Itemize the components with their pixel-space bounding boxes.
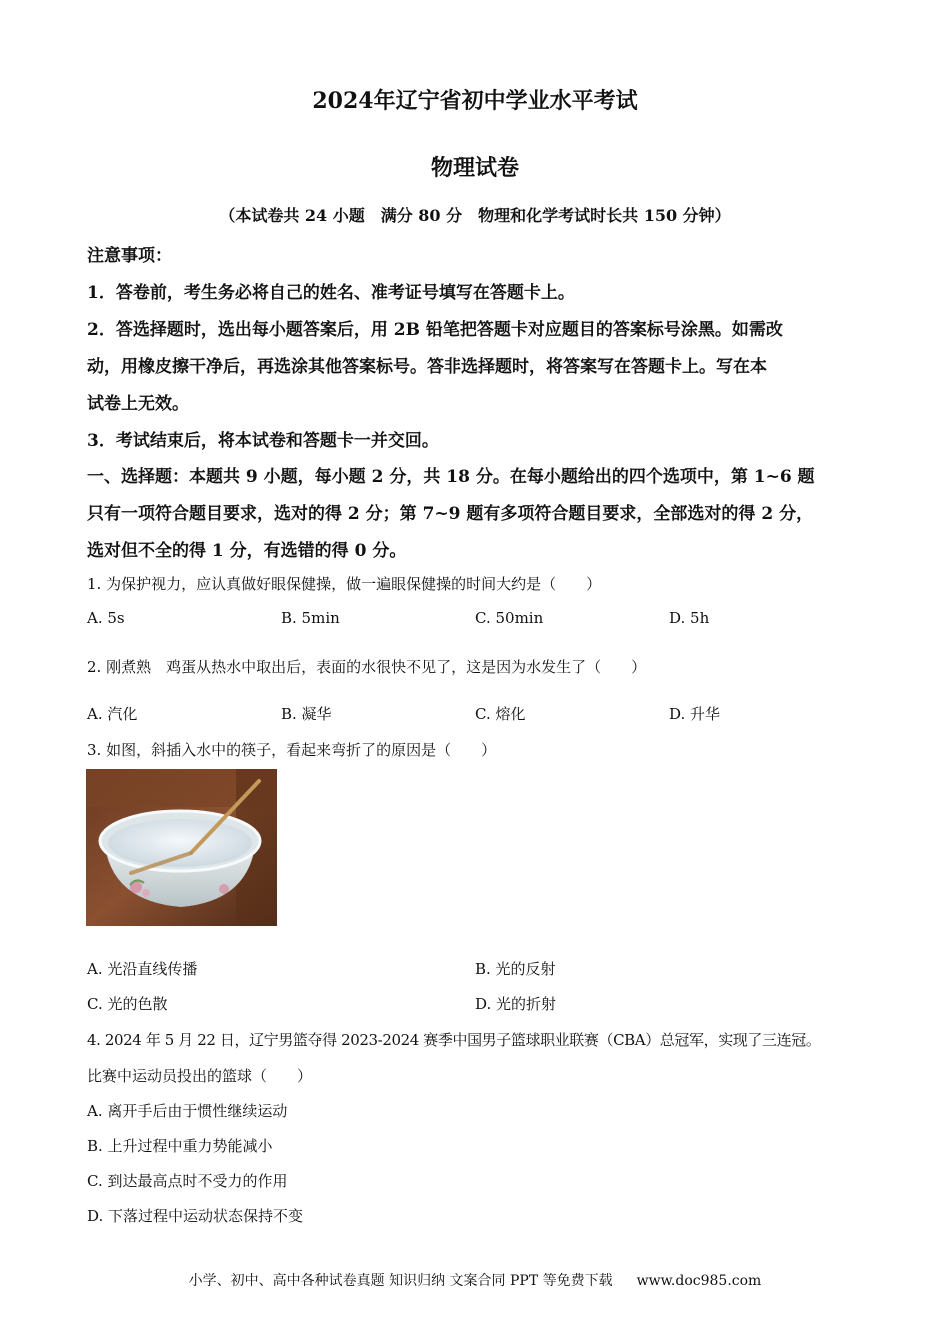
section-instructions: 选对但不全的得 1 分，有选错的得 0 分。 — [87, 541, 407, 561]
q2-option-b: B. 凝华 — [281, 705, 332, 723]
notice-item: 2．答选择题时，选出每小题答案后，用 2B 铅笔把答题卡对应题目的答案标号涂黑。如需改 — [87, 320, 783, 340]
q4-option-a: A. 离开手后由于惯性继续运动 — [87, 1102, 288, 1120]
question-4-stem-cont: 比赛中运动员投出的篮球（ ） — [87, 1067, 313, 1085]
notice-item: 动，用橡皮擦干净后，再选涂其他答案标号。答非选择题时，将答案写在答题卡上。写在本 — [87, 357, 767, 377]
question-2-stem: 2. 刚煮熟 鸡蛋从热水中取出后，表面的水很快不见了，这是因为水发生了（ ） — [87, 658, 647, 676]
q1-option-a: A. 5s — [87, 609, 125, 627]
q2-option-c: C. 熔化 — [475, 705, 526, 723]
q2-option-a: A. 汽化 — [87, 705, 138, 723]
q4-option-d: D. 下落过程中运动状态保持不变 — [87, 1207, 304, 1225]
notice-item: 试卷上无效。 — [87, 394, 189, 414]
q1-option-c: C. 50min — [475, 609, 544, 627]
question-4-stem: 4. 2024 年 5 月 22 日，辽宁男篮夺得 2023-2024 赛季中国男子篮球职业联赛（CBA）总冠军，实现了三连冠。 — [87, 1031, 821, 1049]
question-1-stem: 1. 为保护视力，应认真做好眼保健操，做一遍眼保健操的时间大约是（ ） — [87, 575, 602, 593]
page-footer — [0, 1270, 950, 1290]
q3-option-c: C. 光的色散 — [87, 995, 168, 1013]
question-3-stem: 3. 如图，斜插入水中的筷子，看起来弯折了的原因是（ ） — [87, 741, 497, 759]
q4-option-b: B. 上升过程中重力势能减小 — [87, 1137, 273, 1155]
exam-info: （本试卷共 24 小题 满分 80 分 物理和化学考试时长共 150 分钟） — [219, 206, 731, 225]
q1-option-b: B. 5min — [281, 609, 340, 627]
exam-subject: 物理试卷 — [430, 155, 519, 181]
q3-option-b: B. 光的反射 — [475, 960, 556, 978]
notice-heading: 注意事项： — [87, 246, 172, 266]
footer-text: 小学、初中、高中各种试卷真题 知识归纳 文案合同 PPT 等免费下载 — [188, 1273, 613, 1289]
q3-option-d: D. 光的折射 — [475, 995, 557, 1013]
q4-option-c: C. 到达最高点时不受力的作用 — [87, 1172, 288, 1190]
notice-item: 1．答卷前，考生务必将自己的姓名、准考证号填写在答题卡上。 — [87, 283, 575, 303]
exam-title: 2024年辽宁省初中学业水平考试 — [312, 88, 638, 114]
q3-option-a: A. 光沿直线传播 — [87, 960, 198, 978]
q1-option-d: D. 5h — [669, 609, 710, 627]
section-instructions: 一、选择题：本题共 9 小题，每小题 2 分，共 18 分。在每小题给出的四个选项中，第 1~6 题 — [87, 467, 815, 487]
footer-site-link[interactable]: www.doc985.com — [636, 1273, 762, 1289]
notice-item: 3．考试结束后，将本试卷和答题卡一并交回。 — [87, 431, 439, 451]
q2-option-d: D. 升华 — [669, 705, 721, 723]
bowl-chopstick-photo — [86, 769, 277, 926]
section-instructions: 只有一项符合题目要求，选对的得 2 分；第 7~9 题有多项符合题目要求，全部选对的得 2 分， — [87, 504, 814, 524]
